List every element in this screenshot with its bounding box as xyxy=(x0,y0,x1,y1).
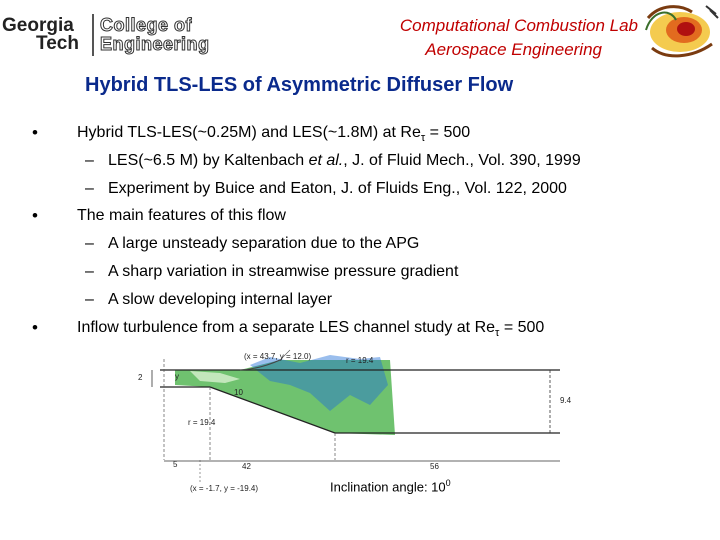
logo-engineering-text: Engineering xyxy=(100,34,210,54)
inclination-caption xyxy=(330,478,451,494)
logo-tech-text: Tech xyxy=(36,33,79,54)
college-of-engineering-logo xyxy=(100,16,215,56)
subbullet-1-1-text: LES(~6.5 M) by Kaltenbach xyxy=(108,152,309,169)
coord-top-label: (x = 43.7, y = 12.0) xyxy=(244,352,312,361)
slide-title: Hybrid TLS-LES of Asymmetric Diffuser Flow xyxy=(85,74,514,96)
bullet-1-subscript: τ xyxy=(420,132,426,145)
sub-dash: – xyxy=(85,291,94,308)
logo-college-of-text: College of xyxy=(100,15,193,35)
subbullet-2-2 xyxy=(85,262,715,282)
subbullet-1-1 xyxy=(85,151,715,171)
outlet-length-label: 56 xyxy=(430,462,439,471)
subbullet-1-2-text: Experiment by Buice and Eaton, J. of Fluids Eng., Vol. 122, 2000 xyxy=(108,180,567,197)
bullet-1-text: Hybrid TLS-LES(~0.25M) and LES(~1.8M) at Re xyxy=(77,124,421,141)
outlet-height-label: 9.4 xyxy=(560,396,572,405)
subbullet-1-2 xyxy=(85,179,715,199)
bullet-2 xyxy=(32,206,712,227)
bullet-dot: • xyxy=(32,123,38,142)
subbullet-1-1-em: et al. xyxy=(308,152,344,169)
department-name: Aerospace Engineering xyxy=(425,40,602,59)
logo-divider xyxy=(92,14,94,56)
sub-dash: – xyxy=(85,235,94,252)
bullet-1 xyxy=(32,123,712,144)
inclination-caption-text: Inclination angle: 10 xyxy=(330,479,446,495)
subbullet-2-2-text: A sharp variation in streamwise pressure gradient xyxy=(108,263,459,280)
georgia-tech-logo xyxy=(2,16,94,56)
subbullet-2-3-text: A slow developing internal layer xyxy=(108,291,333,308)
radius-bottom-label: r = 19.4 xyxy=(188,418,216,427)
bullet-3 xyxy=(32,318,712,339)
radius-top-label: r = 19.4 xyxy=(346,356,374,365)
axis-y-label: y xyxy=(175,372,179,381)
bullet-dot: • xyxy=(32,318,38,337)
bullet-3-text: Inflow turbulence from a separate LES channel study at Re xyxy=(77,319,496,336)
subbullet-1-1-tail: , J. of Fluid Mech., Vol. 390, 1999 xyxy=(343,152,581,169)
bullet-3-value: = 500 xyxy=(499,319,545,336)
bullet-2-text: The main features of this flow xyxy=(77,207,286,224)
flame-emblem-icon xyxy=(640,0,720,62)
lab-name: Computational Combustion Lab xyxy=(399,16,638,35)
subbullet-2-1 xyxy=(85,234,715,254)
diffuser-length-label: 42 xyxy=(242,462,251,471)
inlet-length-label: 5 xyxy=(173,460,178,469)
bullet-3-subscript: τ xyxy=(495,327,500,340)
subbullet-2-3 xyxy=(85,290,715,310)
subbullet-2-1-text: A large unsteady separation due to the APG xyxy=(108,235,420,252)
inlet-height-label: 2 xyxy=(138,373,143,382)
bullet-dot: • xyxy=(32,206,38,225)
coord-bottom-label: (x = -1.7, y = -19.4) xyxy=(190,484,259,493)
angle-label: 10 xyxy=(234,388,243,397)
bullet-1-value: = 500 xyxy=(425,124,471,141)
sub-dash: – xyxy=(85,152,94,169)
sub-dash: – xyxy=(85,263,94,280)
sub-dash: – xyxy=(85,180,94,197)
inclination-caption-degree: 0 xyxy=(445,478,451,488)
logo-georgia-text: Georgia xyxy=(2,15,74,36)
